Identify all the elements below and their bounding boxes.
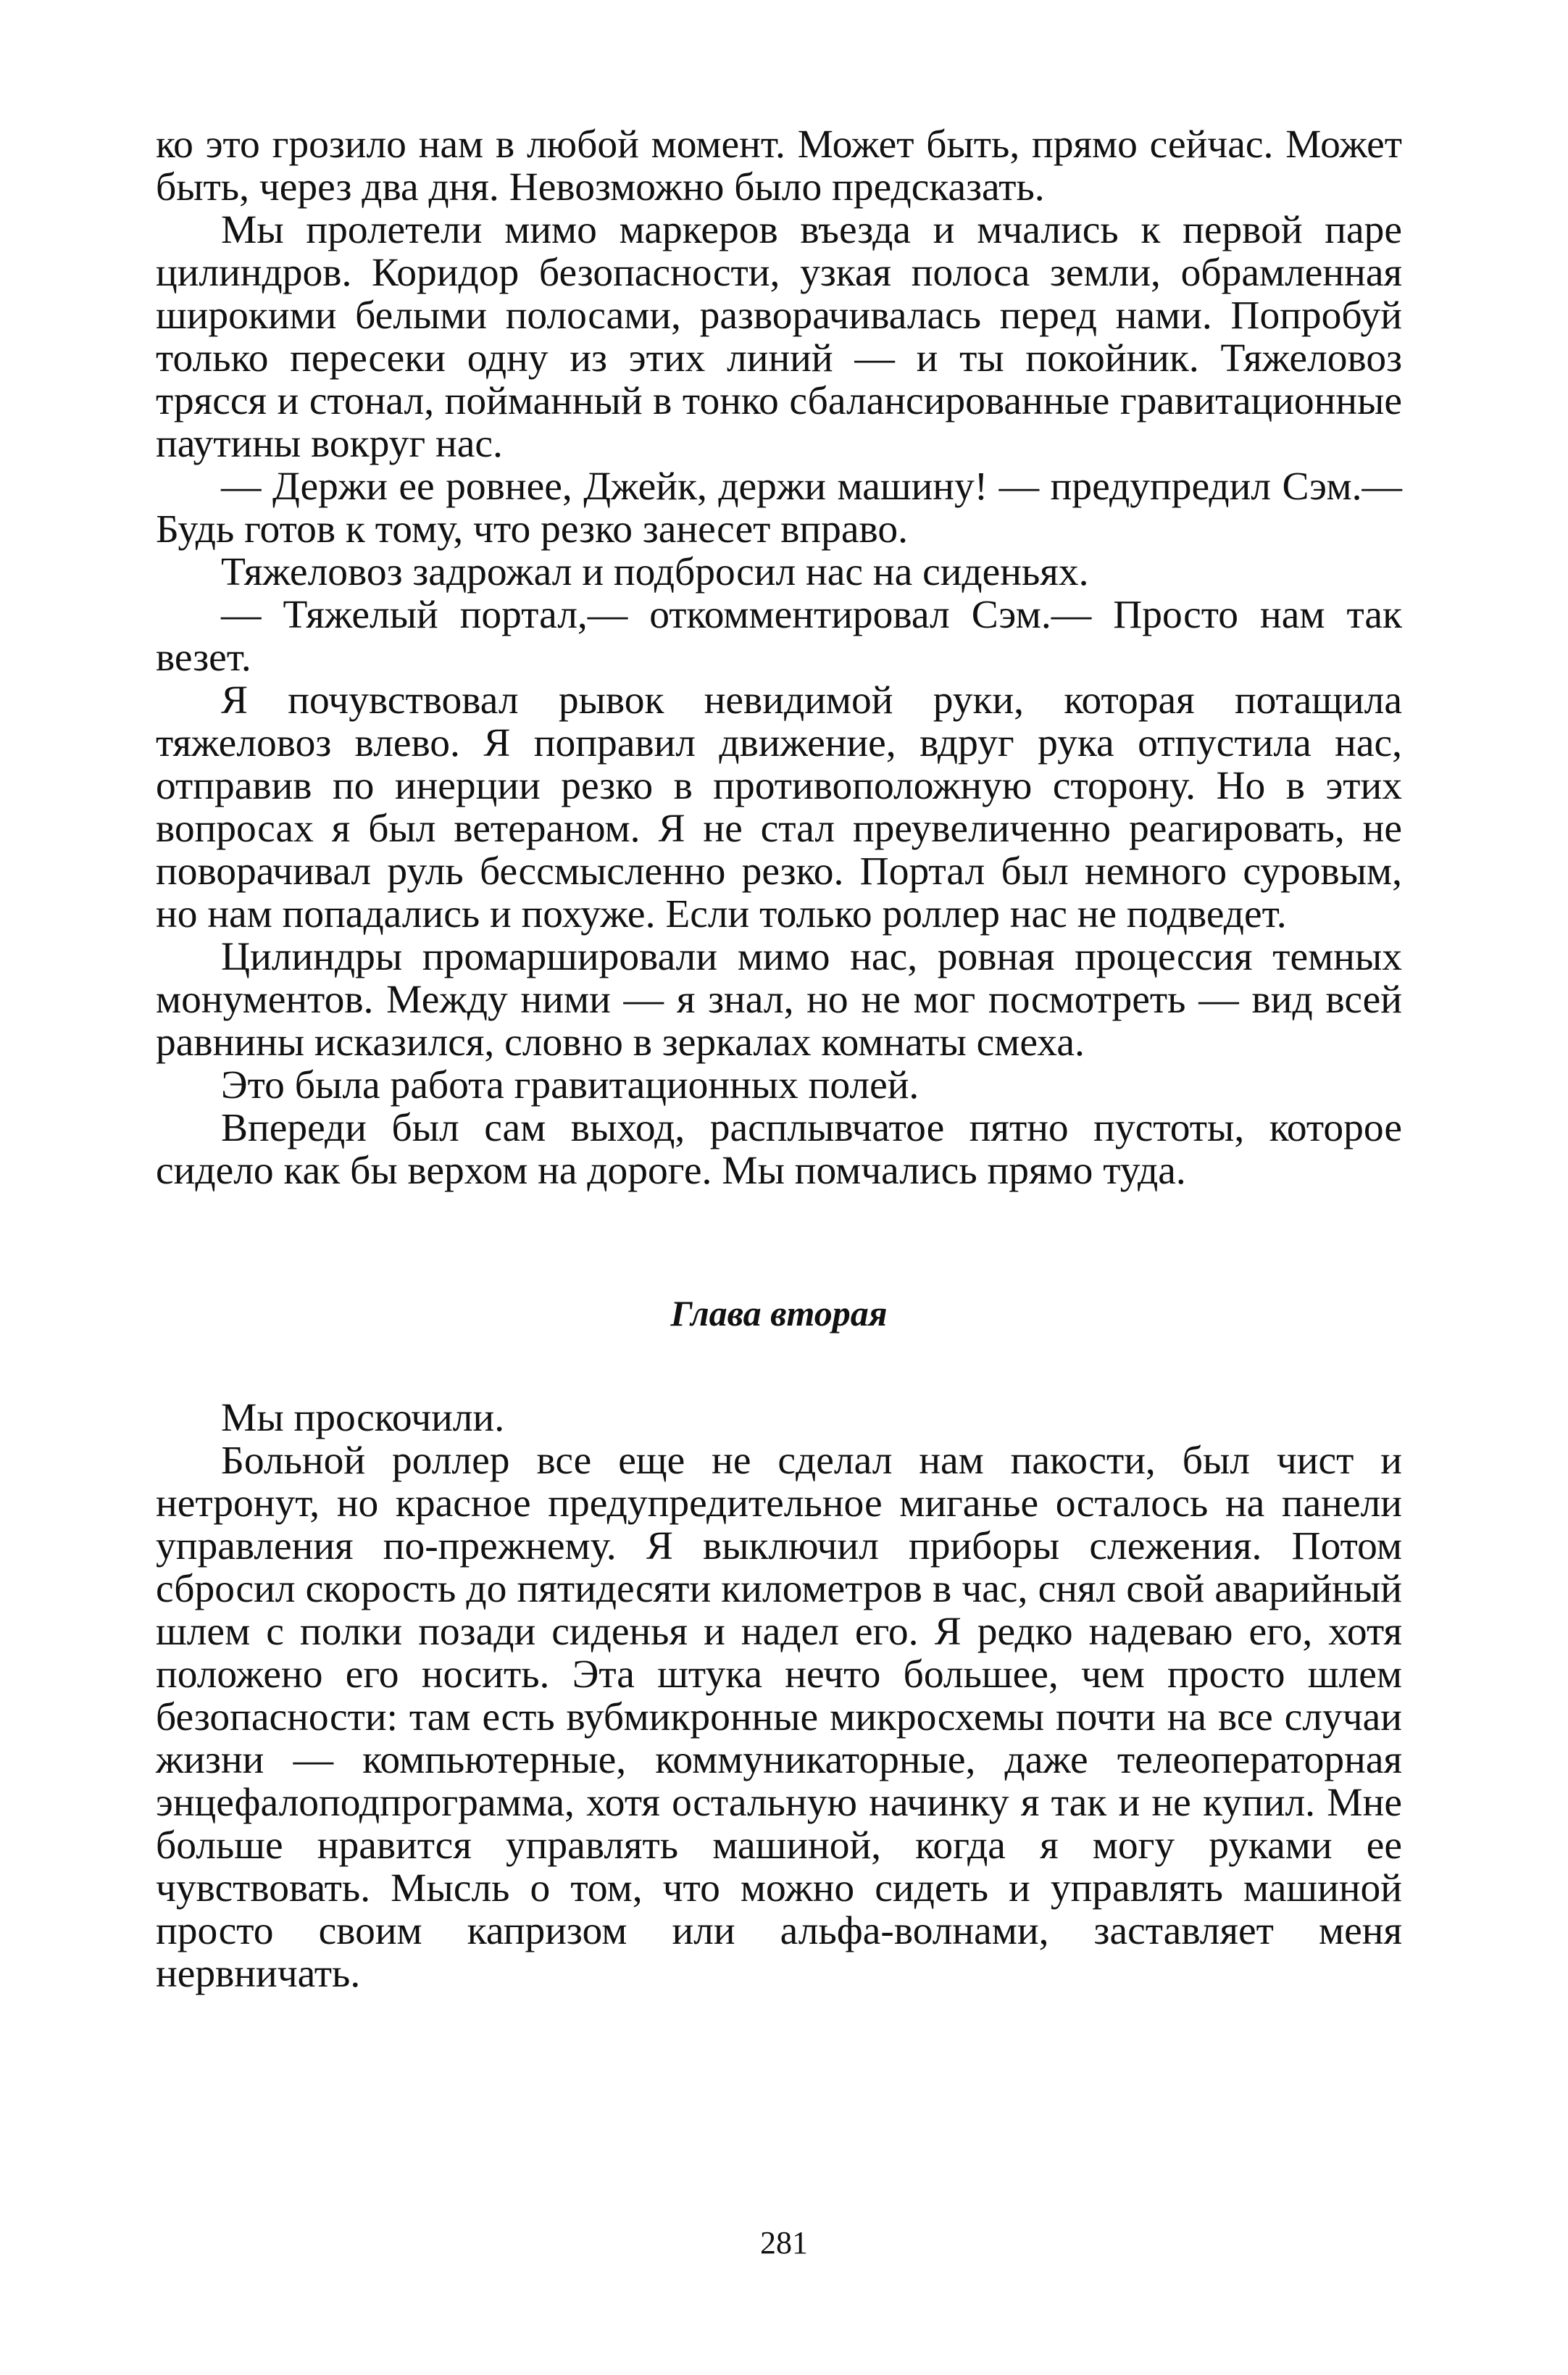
paragraph: Впереди был сам выход, расплывчатое пятно пустоты, которое сидело как бы верхом на дороге. Мы помчались прямо туда. (156, 1106, 1402, 1193)
book-page (156, 123, 1402, 1995)
paragraph: Это была работа гравитационных полей. (221, 1063, 919, 1107)
paragraph: ко это грозило нам в любой момент. Может быть, прямо сейчас. Может быть, через два дня. Невозможно было предсказать. (156, 122, 1402, 209)
paragraph: Мы пролетели мимо маркеров въезда и мчались к первой паре цилиндров. Коридор безопасности, узкая полоса земли, обрамленная широкими белыми полосами, разворачивалась перед нами. Попробуй только пересеки одну из этих линий — и ты покойник. Тяжеловоз трясся и стонал, пойманный в тонко сбалансированные гравитационные паутины вокруг нас. (156, 208, 1402, 466)
paragraph: Больной роллер все еще не сделал нам пакости, был чист и нетронут, но красное предупредительное миганье осталось на панели управления по-прежнему. Я выключил приборы слежения. Потом сбросил скорость до пятидесяти километров в час, снял свой аварийный шлем с полки позади сиденья и надел его. Я редко надеваю его, хотя положено его носить. Эта штука нечто большее, чем просто шлем безопасности: там есть вубмикронные микросхемы почти на все случаи жизни — компьютерные, коммуникаторные, даже телеоператорная энцефалоподпрограмма, хотя остальную начинку я так и не купил. Мне больше нравится управлять машиной, когда я могу руками ее чувствовать. Мысль о том, что можно сидеть и управлять машиной просто своим капризом или альфа-волнами, заставляет меня нервничать. (156, 1439, 1402, 1996)
paragraph: Тяжеловоз задрожал и подбросил нас на сиденьях. (221, 550, 1089, 594)
paragraph: Мы проскочили. (221, 1396, 505, 1440)
paragraph: — Держи ее ровнее, Джейк, держи машину! — предупредил Сэм.— Будь готов к тому, что резко занесет вправо. (156, 465, 1402, 552)
chapter-heading: Глава вторая (670, 1293, 888, 1334)
text-section-2 (156, 1397, 1402, 1995)
text-section-1 (156, 123, 1402, 1192)
paragraph: — Тяжелый портал,— откомментировал Сэм.— Просто нам так везет. (156, 593, 1402, 680)
paragraph: Цилиндры промаршировали мимо нас, ровная процессия темных монументов. Между ними — я знал, но не мог посмотреть — вид всей равнины исказился, словно в зеркалах комнаты смеха. (156, 935, 1402, 1065)
page-number: 281 (760, 2225, 808, 2260)
paragraph: Я почувствовал рывок невидимой руки, которая потащила тяжеловоз влево. Я поправил движение, вдруг рука отпустила нас, отправив по инерции резко в противоположную сторону. Но в этих вопросах я был ветераном. Я не стал преувеличенно реагировать, не поворачивал руль бессмысленно резко. Портал был немного суровым, но нам попадались и похуже. Если только роллер нас не подведет. (156, 678, 1402, 936)
